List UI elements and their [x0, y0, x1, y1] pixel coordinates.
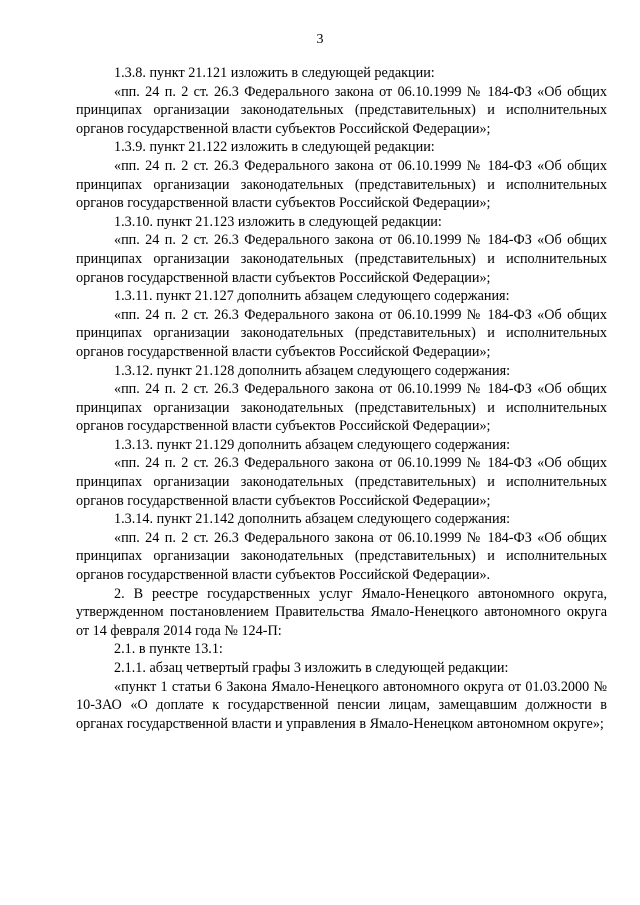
paragraph-quote: «пп. 24 п. 2 ст. 26.3 Федерального закона от 06.10.1999 № 184-ФЗ «Об общих принципах организации законодательных (представительных) и исполнительных органов государственной власти субъектов Российской Федерации»; — [76, 455, 607, 509]
paragraph-1-3-13: 1.3.13. пункт 21.129 дополнить абзацем следующего содержания: — [114, 436, 511, 453]
paragraph-1-3-9: 1.3.9. пункт 21.122 изложить в следующей редакции: — [114, 139, 435, 156]
paragraph-2-1: 2.1. в пункте 13.1: — [114, 641, 223, 658]
paragraph-2: 2. В реестре государственных услуг Ямало-Ненецкого автономного округа, утвержденном постановлением Правительства Ямало-Ненецкого автономного округа от 14 февраля 2014 года № 124-П: — [76, 585, 607, 639]
paragraph-quote: «пункт 1 статьи 6 Закона Ямало-Ненецкого автономного округа от 01.03.2000 № 10-ЗАО «О доплате к государственной пенсии лицам, замещавшим должности в органах государственной власти и управления в Ямало-Ненецком автономном округе»; — [76, 678, 607, 732]
paragraph-1-3-14: 1.3.14. пункт 21.142 дополнить абзацем следующего содержания: — [114, 511, 511, 528]
paragraph-quote: «пп. 24 п. 2 ст. 26.3 Федерального закона от 06.10.1999 № 184-ФЗ «Об общих принципах организации законодательных (представительных) и исполнительных органов государственной власти субъектов Российской Федерации»; — [76, 306, 607, 360]
paragraph-quote: «пп. 24 п. 2 ст. 26.3 Федерального закона от 06.10.1999 № 184-ФЗ «Об общих принципах организации законодательных (представительных) и исполнительных органов государственной власти субъектов Российской Федерации»; — [76, 232, 607, 286]
paragraph-quote: «пп. 24 п. 2 ст. 26.3 Федерального закона от 06.10.1999 № 184-ФЗ «Об общих принципах организации законодательных (представительных) и исполнительных органов государственной власти субъектов Российской Федерации»; — [76, 157, 607, 212]
paragraph-1-3-10: 1.3.10. пункт 21.123 изложить в следующей редакции: — [114, 213, 442, 230]
paragraph-quote: «пп. 24 п. 2 ст. 26.3 Федерального закона от 06.10.1999 № 184-ФЗ «Об общих принципах организации законодательных (представительных) и исполнительных органов государственной власти субъектов Российской Федерации»; — [76, 83, 607, 137]
paragraph-2-1-1: 2.1.1. абзац четвертый графы 3 изложить в следующей редакции: — [114, 660, 509, 676]
page-number: 3 — [316, 32, 324, 47]
document-body — [76, 64, 607, 733]
paragraph-1-3-11: 1.3.11. пункт 21.127 дополнить абзацем следующего содержания: — [114, 288, 510, 305]
paragraph-1-3-12: 1.3.12. пункт 21.128 дополнить абзацем следующего содержания: — [114, 362, 511, 379]
paragraph-quote: «пп. 24 п. 2 ст. 26.3 Федерального закона от 06.10.1999 № 184-ФЗ «Об общих принципах организации законодательных (представительных) и исполнительных органов государственной власти субъектов Российской Федерации»; — [76, 381, 607, 435]
paragraph-1-3-8: 1.3.8. пункт 21.121 изложить в следующей редакции: — [114, 65, 435, 81]
paragraph-quote: «пп. 24 п. 2 ст. 26.3 Федерального закона от 06.10.1999 № 184-ФЗ «Об общих принципах организации законодательных (представительных) и исполнительных органов государственной власти субъектов Российской Федерации». — [76, 529, 607, 584]
